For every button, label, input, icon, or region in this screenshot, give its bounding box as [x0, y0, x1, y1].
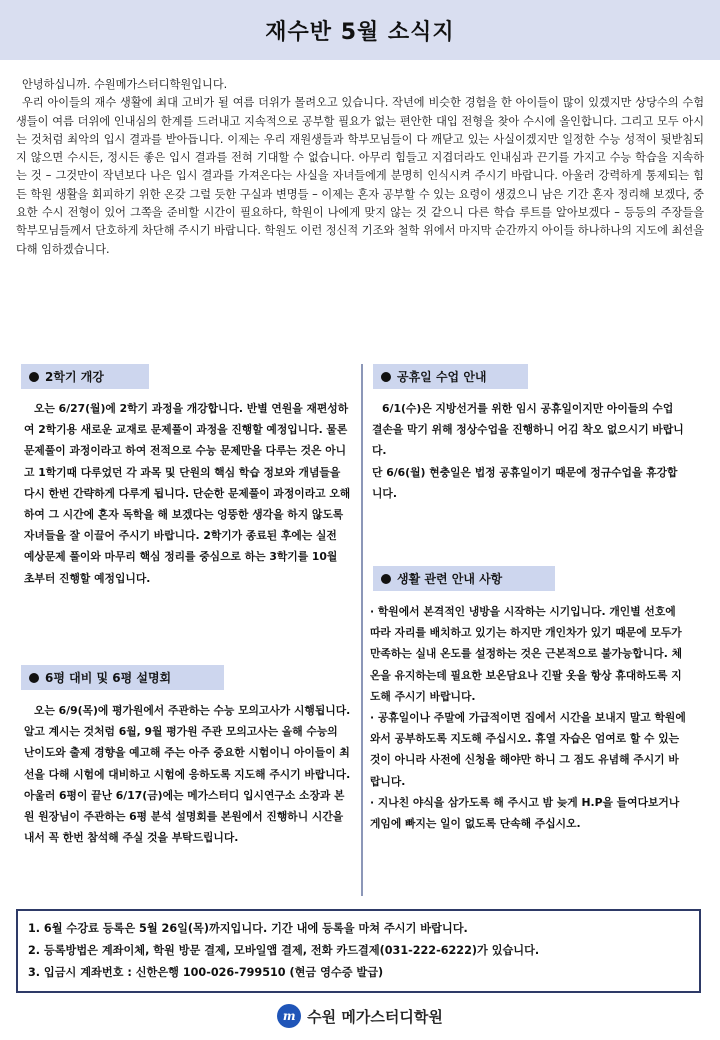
- life-item-2: · 공휴일이나 주말에 가급적이면 집에서 시간을 보내지 말고 학원에 와서 공부하도록 지도해 주십시오. 휴열 자습은 엄여로 할 수 있는 것이 아니라 사전에 신청을 해야만 하니 그 점도 유념해 주시기 바랍니다.: [370, 711, 686, 788]
- semester2-body: 오는 6/27(월)에 2학기 과정을 개강합니다. 반별 연원을 재편성하여 2학기용 새로운 교재로 문제풀이 과정을 진행할 예정입니다. 물론 문제풀이 과정이라고 하여 전적으로 수능 문제만을 다루는 것은 아니고 1학기때 다루었던 각 과목 및 단원의 핵심 학습 정보와 개념들을 다시 한번 간략하게 다루게 됩니다. 단순한 문제풀이 과정이라고 오해하여 그 시간에 혼자 독학을 해 보겠다는 엉뚱한 생각을 하지 않도록 자녀들을 잘 이끌어 주시기 바랍니다. 2학기가 종료된 후에는 실전 예상문제 풀이와 마무리 핵심 정리를 중심으로 하는 3학기를 10월 초부터 진행할 예정입니다.: [24, 402, 351, 585]
- life-item-1: · 학원에서 본격적인 냉방을 시작하는 시기입니다. 개인별 선호에 따라 자리를 배치하고 있기는 하지만 개인차가 있기 때문에 모두가 만족하는 실내 온도를 설정하는 것은 근본적으로 불가능합니다. 체온을 유지하는데 필요한 보온담요나 긴팔 옷을 항상 휴대하도록 지도해 주시기 바랍니다.: [370, 605, 683, 703]
- section-head-life: [373, 566, 555, 591]
- intro-greeting: 안녕하십니까. 수원메가스터디학원입니다.: [22, 78, 228, 91]
- section-title: 생활 관련 안내 사항: [397, 572, 503, 586]
- notice-line-1: 1. 6월 수강료 등록은 5월 26일(목)까지입니다. 기간 내에 등록을 마쳐 주시기 바랍니다.: [28, 922, 468, 935]
- holiday-body-2: 단 6/6(월) 현충일은 법정 공휴일이기 때문에 정규수업을 휴강합니다.: [372, 465, 678, 500]
- june-exam-body-block: [24, 700, 351, 848]
- bullet-dot-icon: [29, 372, 39, 382]
- academy-name: 수원 메가스터디학원: [307, 1007, 443, 1026]
- title-bar: [0, 0, 720, 60]
- intro-body: 우리 아이들의 재수 생활에 최대 고비가 될 여름 더위가 몰려오고 있습니다. 작년에 비슷한 경험을 한 아이들이 많이 있겠지만 상당수의 수험생들이 여름 더위에 인내심의 한계를 드러내고 지속적으로 공부할 필요가 없는 편안한 대입 전형을 찾아 수시에 올인합니다. 그리고 모두 아시는 것처럼 최악의 입시 결과를 받아듭니다. 이제는 우리 재원생들과 학부모님들이 다 깨닫고 있는 사실이겠지만 일정한 수능 성적이 뒷받침되지 않으면 수시든, 정시든 좋은 입시 결과를 전혀 기대할 수 없습니다. 아무리 힘들고 지겹더라도 인내심과 끈기를 가지고 수능 학습을 지속하는 것 – 그것만이 작년보다 나은 입시 결과를 가져온다는 사실을 자녀들에게 분명히 인식시켜 주시기 바랍니다. 아울러 강력하게 통제되는 힘든 학원 생활을 회피하기 위한 온갖 그럴 듯한 구실과 변명들 – 이제는 혼자 공부할 수 있는 요령이 생겼으니 남은 기간 혼자 정리해 보겠다, 중요한 수시 전형이 있어 그쪽을 준비할 시간이 필요하다, 학원이 나에게 맞지 않는 것 같으니 다른 학습 루트를 알아보겠다 – 등등의 주장들을 학부모님들께서 단호하게 차단해 주시기 바랍니다. 학원도 이런 정신적 기조와 철학 위에서 마지막 순간까지 아이들 하나하나의 지도에 최선을 다해 임하겠습니다.: [16, 96, 704, 256]
- section-head-holiday: [373, 364, 528, 389]
- megastudy-logo-icon: m: [277, 1004, 301, 1028]
- bullet-dot-icon: [381, 574, 391, 584]
- notice-line-2: 2. 등록방법은 계좌이체, 학원 방문 결제, 모바일앱 결제, 전화 카드결제(031-222-6222)가 있습니다.: [28, 944, 540, 957]
- june-exam-body: 오는 6/9(목)에 평가원에서 주관하는 수능 모의고사가 시행됩니다. 알고 계시는 것처럼 6월, 9월 평가원 주관 모의고사는 올해 수능의 난이도와 출제 경향을 예고해 주는 아주 중요한 시험이니 아이들이 최선을 다해 시험에 대비하고 시험에 응하도록 지도해 주시기 바랍니다. 아울러 6평이 끝난 6/17(금)에는 메가스터디 입시연구소 소장과 본원 원장님이 주관하는 6평 분석 설명회를 본원에서 진행하니 시간을 내서 꼭 한번 참석해 주실 것을 부탁드립니다.: [24, 704, 351, 845]
- life-body-block: [370, 601, 686, 834]
- page-title: 재수반 5월 소식지: [265, 19, 455, 45]
- life-item-3: · 지나친 야식을 삼가도록 해 주시고 밤 늦게 H.P을 들여다보거나 게임에 빠지는 일이 없도록 단속해 주십시오.: [370, 795, 680, 831]
- section-head-june-exam: [21, 665, 224, 690]
- section-title: 공휴일 수업 안내: [397, 370, 487, 384]
- notice-line-3: 3. 입금시 계좌번호 : 신한은행 100-026-799510 (현금 영수증 발급): [28, 966, 384, 979]
- column-divider: [361, 364, 363, 896]
- bullet-dot-icon: [381, 372, 391, 382]
- holiday-body-block: [372, 398, 684, 504]
- section-title: 2학기 개강: [45, 370, 104, 384]
- intro-letter: [16, 76, 704, 259]
- section-title: 6평 대비 및 6평 설명회: [45, 671, 172, 685]
- bullet-dot-icon: [29, 673, 39, 683]
- footer: [0, 1002, 720, 1030]
- holiday-body-1: 6/1(수)은 지방선거를 위한 임시 공휴일이지만 아이들의 수업 결손을 막기 위해 정상수업을 진행하니 어김 착오 없으시기 바랍니다.: [372, 402, 684, 458]
- registration-notice-box: [16, 909, 701, 993]
- section-head-semester2: [21, 364, 149, 389]
- semester2-body-block: [24, 398, 351, 589]
